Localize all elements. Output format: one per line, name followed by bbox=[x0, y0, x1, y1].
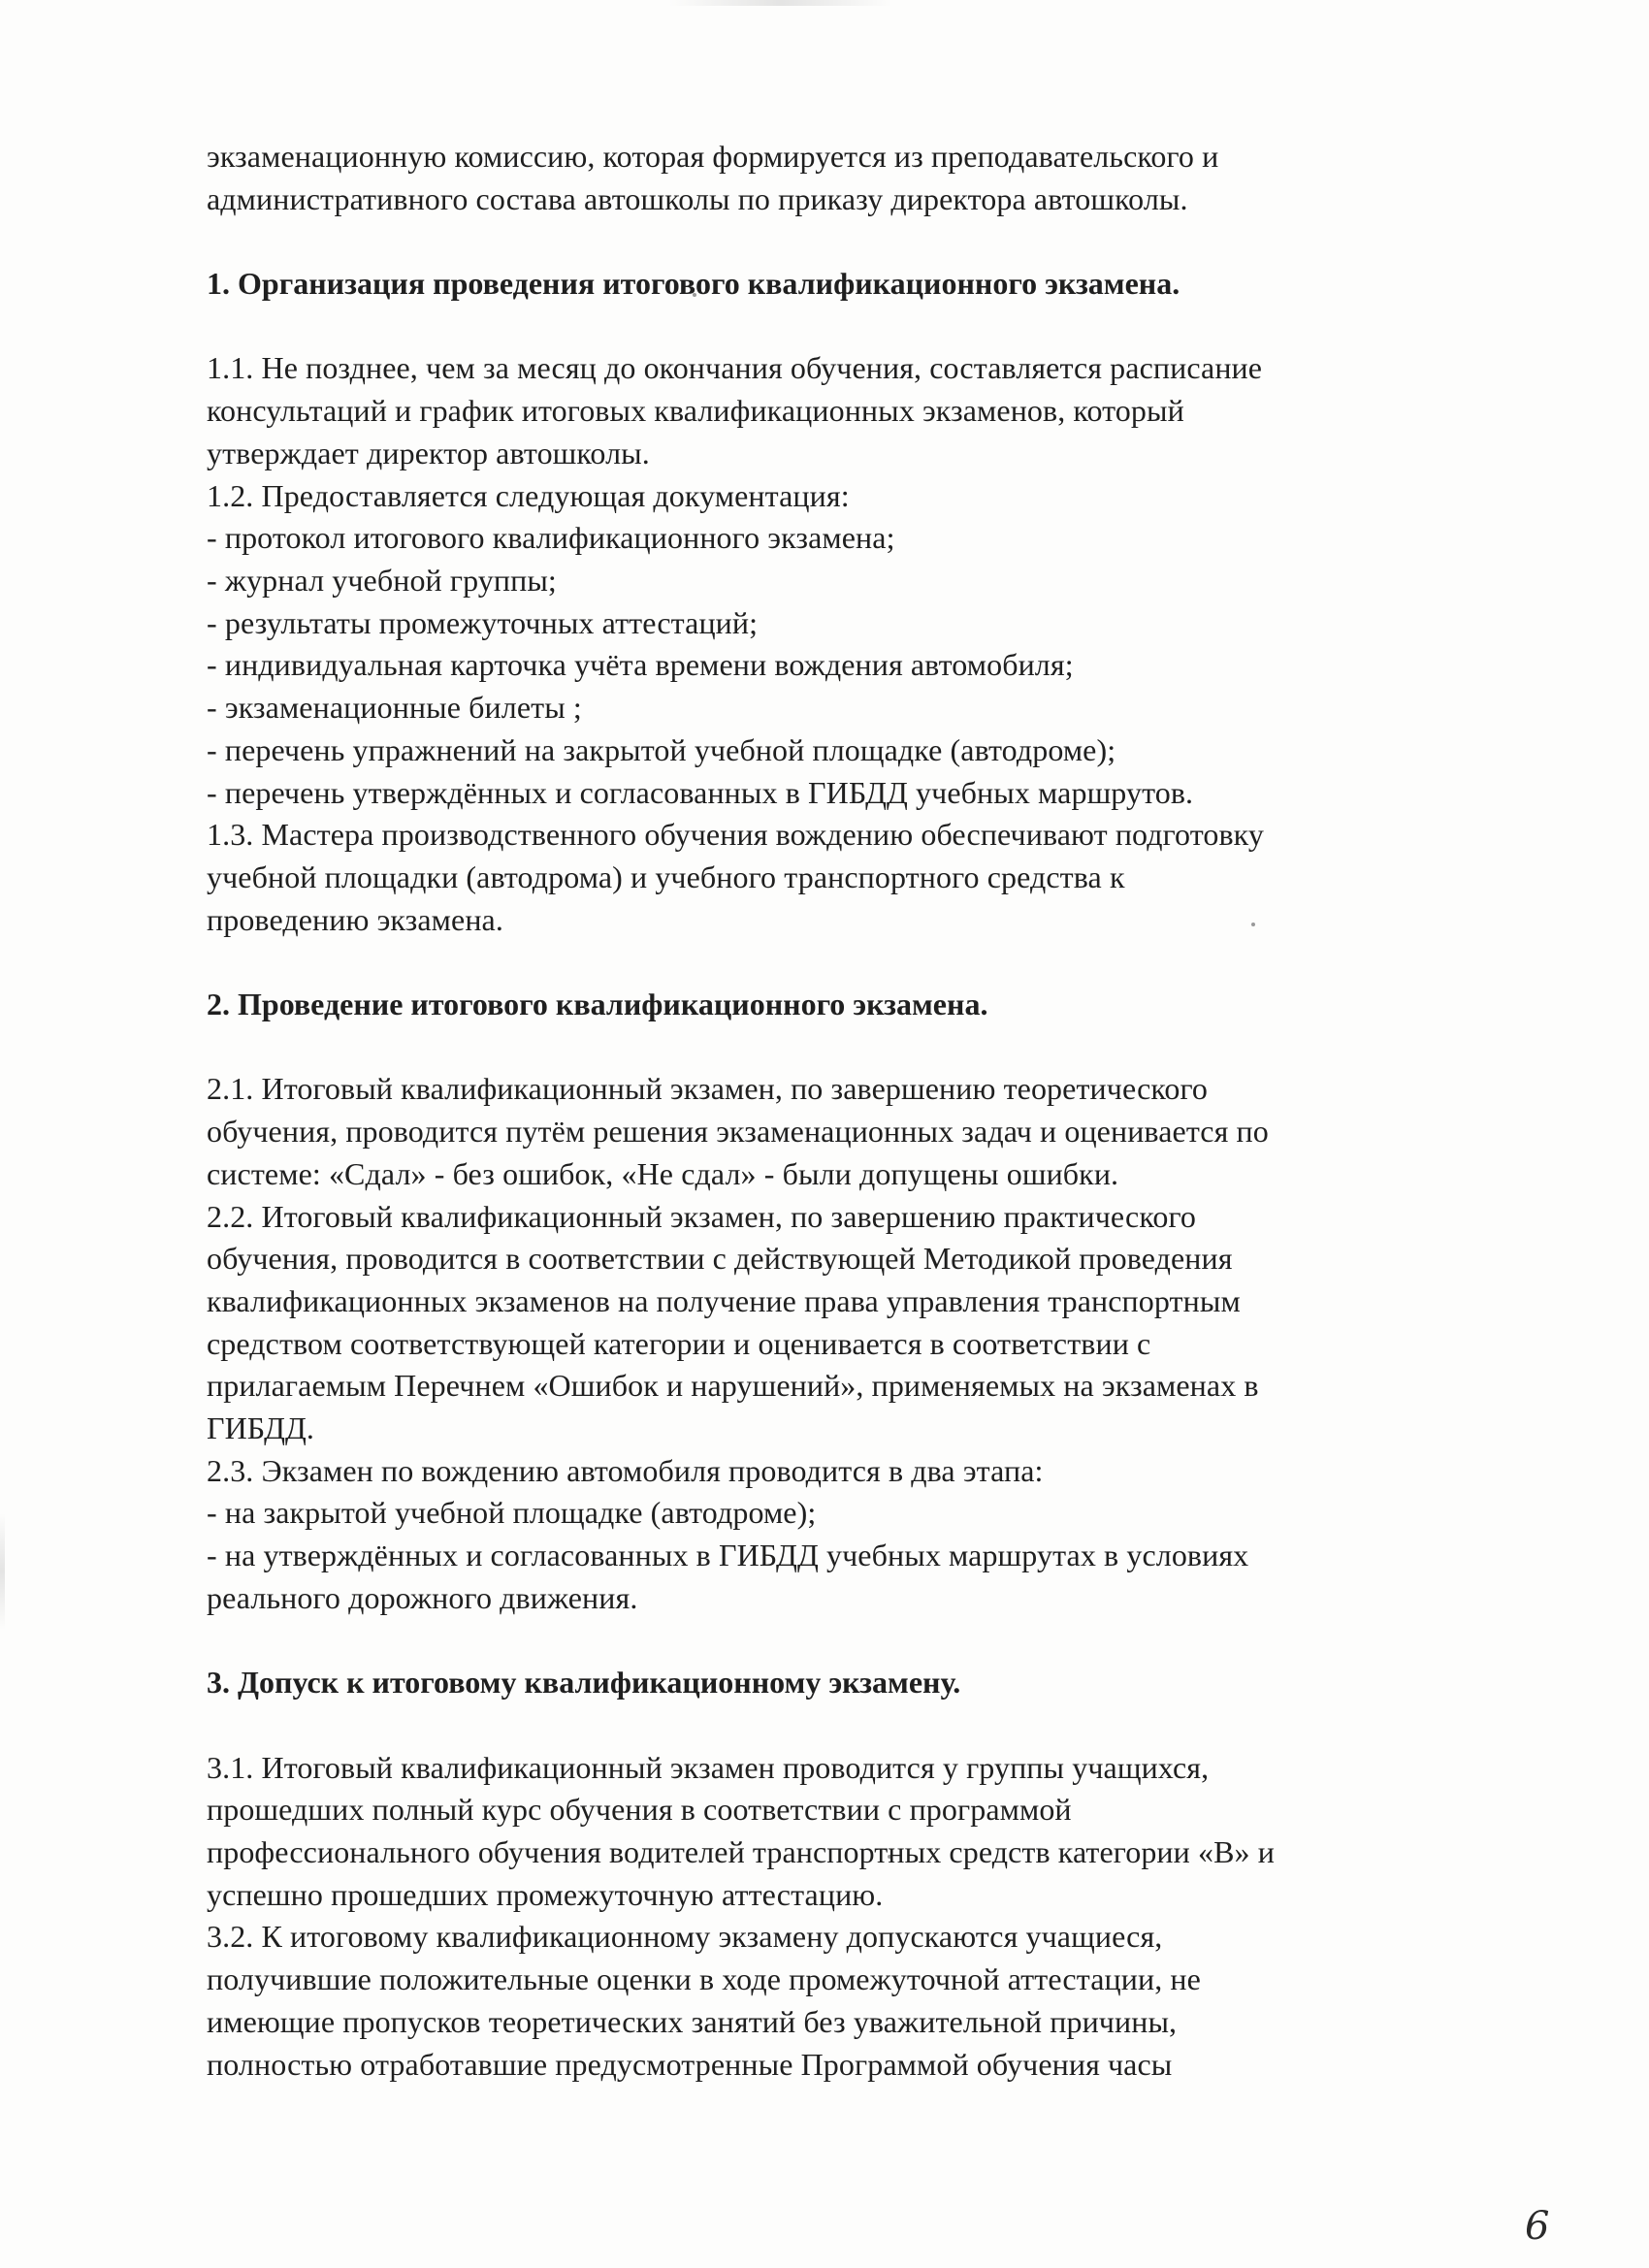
text-line: средством соответствующей категории и оценивается в соответствии с bbox=[207, 1325, 1151, 1361]
text-line: полностью отработавшие предусмотренные Программой обучения часы bbox=[207, 2046, 1173, 2082]
scan-artifact-top bbox=[669, 0, 892, 6]
scan-artifact-left bbox=[0, 1513, 5, 1630]
text-line: - перечень утверждённых и согласованных в ГИБДД учебных маршрутов. bbox=[207, 774, 1194, 810]
paragraph-gap bbox=[207, 1026, 1468, 1069]
text-line: проведению экзамена. bbox=[207, 901, 503, 937]
text-line: успешно прошедших промежуточную аттестацию. bbox=[207, 1876, 884, 1912]
text-line: - результаты промежуточных аттестаций; bbox=[207, 604, 759, 640]
text-line: получившие положительные оценки в ходе промежуточной аттестации, не bbox=[207, 1961, 1201, 1997]
text-line: учебной площадки (автодрома) и учебного транспортного средства к bbox=[207, 859, 1125, 894]
text-line: административного состава автошколы по приказу директора автошколы. bbox=[207, 180, 1188, 216]
text-line: 2.3. Экзамен по вождению автомобиля проводится в два этапа: bbox=[207, 1452, 1044, 1488]
text-line: - экзаменационные билеты ; bbox=[207, 690, 582, 726]
text-line: утверждает директор автошколы. bbox=[207, 435, 650, 470]
paragraph-gap bbox=[207, 220, 1468, 263]
text-line: прилагаемым Перечнем «Ошибок и нарушений», применяемых на экзаменах в bbox=[207, 1368, 1259, 1404]
text-line: 2.1. Итоговый квалификационный экзамен, по завершению теоретического bbox=[207, 1071, 1209, 1107]
text-line: прошедших полный курс обучения в соответствии с программой bbox=[207, 1792, 1072, 1828]
text-line: - протокол итогового квалификационного экзамена; bbox=[207, 520, 895, 556]
text-line: - на утверждённых и согласованных в ГИБДД учебных маршрутах в условиях bbox=[207, 1538, 1249, 1573]
text-line: - журнал учебной группы; bbox=[207, 563, 557, 598]
paragraph-gap bbox=[207, 1620, 1468, 1663]
text-line: реального дорожного движения. bbox=[207, 1579, 638, 1615]
text-line: обучения, проводится в соответствии с действующей Методикой проведения bbox=[207, 1241, 1233, 1277]
page-number: 6 bbox=[1525, 2204, 1550, 2249]
text-line: системе: «Сдал» - без ошибок, «Не сдал» - были допущены ошибки. bbox=[207, 1155, 1119, 1191]
paragraph-gap bbox=[207, 941, 1468, 984]
section-heading: 2. Проведение итогового квалификационного экзамена. bbox=[207, 987, 988, 1022]
text-line: - индивидуальная карточка учёта времени вождения автомобиля; bbox=[207, 647, 1074, 683]
text-line: 1.3. Мастера производственного обучения вождению обеспечивают подготовку bbox=[207, 817, 1264, 853]
section-heading: 1. Организация проведения итогового квалификационного экзамена. bbox=[207, 266, 1180, 302]
text-line: ГИБДД. bbox=[207, 1410, 315, 1446]
text-line: консультаций и график итоговых квалификационных экзаменов, который bbox=[207, 393, 1184, 429]
text-line: - перечень упражнений на закрытой учебной площадке (автодроме); bbox=[207, 731, 1116, 767]
text-line: квалификационных экзаменов на получение права управления транспортным bbox=[207, 1282, 1241, 1318]
text-line: обучения, проводится путём решения экзаменационных задач и оценивается по bbox=[207, 1114, 1269, 1150]
text-line: 3.1. Итоговый квалификационный экзамен проводится у группы учащихся, bbox=[207, 1749, 1210, 1785]
text-line: - на закрытой учебной площадке (автодроме); bbox=[207, 1495, 817, 1531]
text-line: 2.2. Итоговый квалификационный экзамен, по завершению практического bbox=[207, 1198, 1196, 1234]
document-body bbox=[207, 136, 1468, 2086]
text-line: экзаменационную комиссию, которая формируется из преподавательского и bbox=[207, 139, 1219, 174]
paragraph-gap bbox=[207, 1704, 1468, 1747]
section-heading: 3. Допуск к итоговому квалификационному экзамену. bbox=[207, 1665, 961, 1701]
text-line: имеющие пропусков теоретических занятий без уважительной причины, bbox=[207, 2003, 1178, 2039]
text-line: 1.1. Не позднее, чем за месяц до окончания обучения, составляется расписание bbox=[207, 350, 1263, 386]
text-line: 1.2. Предоставляется следующая документация: bbox=[207, 477, 850, 513]
text-line: профессионального обучения водителей транспортных средств категории «В» и bbox=[207, 1834, 1275, 1870]
paragraph-gap bbox=[207, 306, 1468, 348]
text-line: 3.2. К итоговому квалификационному экзамену допускаются учащиеся, bbox=[207, 1919, 1163, 1955]
